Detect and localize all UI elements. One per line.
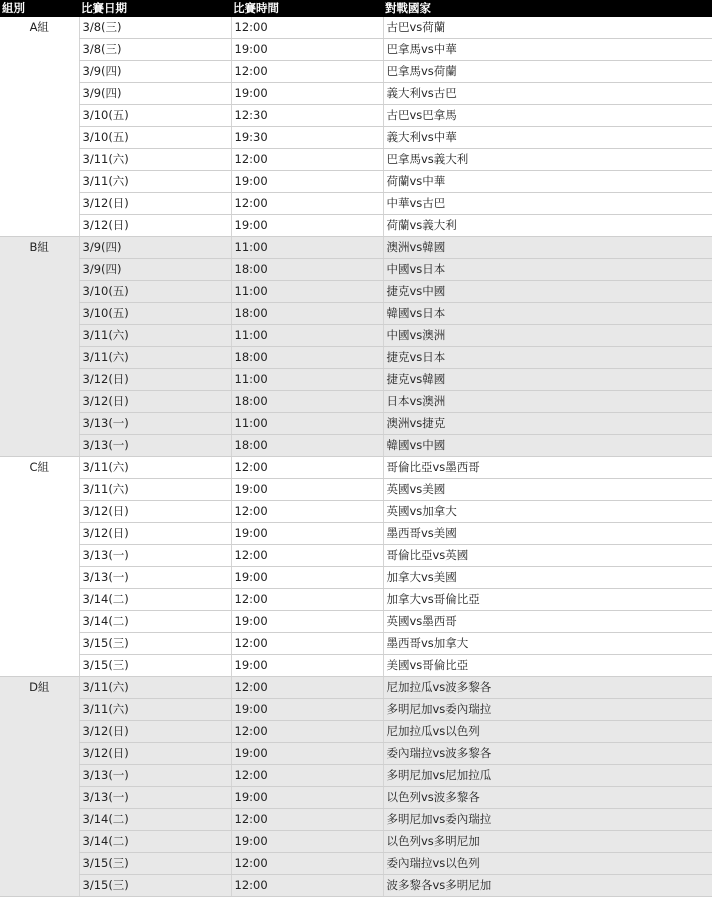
date-cell: 3/10(五)	[79, 303, 231, 325]
header-match: 對戰國家	[383, 0, 712, 17]
match-cell: 美國vs哥倫比亞	[383, 655, 712, 677]
match-cell: 捷克vs韓國	[383, 369, 712, 391]
time-cell: 12:00	[231, 61, 383, 83]
match-cell: 中華vs古巴	[383, 193, 712, 215]
time-cell: 12:00	[231, 501, 383, 523]
date-cell: 3/8(三)	[79, 17, 231, 39]
table-row	[0, 655, 712, 677]
date-cell: 3/14(二)	[79, 831, 231, 853]
time-cell: 19:30	[231, 127, 383, 149]
table-row	[0, 237, 712, 259]
match-cell: 多明尼加vs尼加拉瓜	[383, 765, 712, 787]
match-cell: 以色列vs多明尼加	[383, 831, 712, 853]
table-row	[0, 611, 712, 633]
time-cell: 19:00	[231, 655, 383, 677]
date-cell: 3/14(二)	[79, 809, 231, 831]
time-cell: 19:00	[231, 215, 383, 237]
table-row	[0, 743, 712, 765]
date-cell: 3/9(四)	[79, 237, 231, 259]
table-row	[0, 17, 712, 39]
date-cell: 3/13(一)	[79, 765, 231, 787]
table-row	[0, 545, 712, 567]
table-row	[0, 215, 712, 237]
match-cell: 古巴vs荷蘭	[383, 17, 712, 39]
time-cell: 11:00	[231, 369, 383, 391]
group-label: A組	[0, 17, 79, 237]
table-row	[0, 61, 712, 83]
header-date: 比賽日期	[79, 0, 231, 17]
match-cell: 日本vs澳洲	[383, 391, 712, 413]
date-cell: 3/10(五)	[79, 281, 231, 303]
time-cell: 11:00	[231, 237, 383, 259]
match-cell: 哥倫比亞vs英國	[383, 545, 712, 567]
match-cell: 古巴vs巴拿馬	[383, 105, 712, 127]
table-row	[0, 127, 712, 149]
time-cell: 19:00	[231, 479, 383, 501]
time-cell: 19:00	[231, 699, 383, 721]
time-cell: 19:00	[231, 83, 383, 105]
table-row	[0, 787, 712, 809]
match-cell: 荷蘭vs中華	[383, 171, 712, 193]
match-cell: 巴拿馬vs中華	[383, 39, 712, 61]
date-cell: 3/15(三)	[79, 655, 231, 677]
match-cell: 英國vs美國	[383, 479, 712, 501]
date-cell: 3/12(日)	[79, 743, 231, 765]
table-row	[0, 105, 712, 127]
time-cell: 19:00	[231, 611, 383, 633]
match-cell: 中國vs日本	[383, 259, 712, 281]
table-row	[0, 435, 712, 457]
table-row	[0, 325, 712, 347]
table-row	[0, 523, 712, 545]
match-cell: 以色列vs波多黎各	[383, 787, 712, 809]
date-cell: 3/10(五)	[79, 105, 231, 127]
date-cell: 3/11(六)	[79, 677, 231, 699]
date-cell: 3/14(二)	[79, 611, 231, 633]
table-row	[0, 391, 712, 413]
table-row	[0, 633, 712, 655]
time-cell: 18:00	[231, 435, 383, 457]
match-cell: 澳洲vs韓國	[383, 237, 712, 259]
date-cell: 3/11(六)	[79, 479, 231, 501]
table-row	[0, 303, 712, 325]
time-cell: 12:00	[231, 809, 383, 831]
time-cell: 12:00	[231, 765, 383, 787]
date-cell: 3/13(一)	[79, 545, 231, 567]
table-row	[0, 765, 712, 787]
table-row	[0, 413, 712, 435]
table-row	[0, 853, 712, 875]
match-cell: 英國vs墨西哥	[383, 611, 712, 633]
time-cell: 12:00	[231, 875, 383, 897]
match-cell: 捷克vs日本	[383, 347, 712, 369]
table-row	[0, 831, 712, 853]
date-cell: 3/11(六)	[79, 457, 231, 479]
time-cell: 12:00	[231, 853, 383, 875]
match-cell: 韓國vs中國	[383, 435, 712, 457]
time-cell: 12:00	[231, 457, 383, 479]
time-cell: 12:00	[231, 193, 383, 215]
table-row	[0, 193, 712, 215]
table-row	[0, 589, 712, 611]
table-row	[0, 721, 712, 743]
date-cell: 3/8(三)	[79, 39, 231, 61]
time-cell: 12:00	[231, 633, 383, 655]
match-cell: 巴拿馬vs荷蘭	[383, 61, 712, 83]
time-cell: 12:00	[231, 17, 383, 39]
match-cell: 多明尼加vs委內瑞拉	[383, 699, 712, 721]
date-cell: 3/11(六)	[79, 171, 231, 193]
match-cell: 澳洲vs捷克	[383, 413, 712, 435]
date-cell: 3/12(日)	[79, 501, 231, 523]
table-row	[0, 699, 712, 721]
date-cell: 3/10(五)	[79, 127, 231, 149]
match-cell: 英國vs加拿大	[383, 501, 712, 523]
time-cell: 18:00	[231, 347, 383, 369]
time-cell: 19:00	[231, 39, 383, 61]
table-row	[0, 369, 712, 391]
match-cell: 中國vs澳洲	[383, 325, 712, 347]
time-cell: 11:00	[231, 281, 383, 303]
table-row	[0, 567, 712, 589]
header-row	[0, 0, 712, 17]
match-cell: 委內瑞拉vs波多黎各	[383, 743, 712, 765]
date-cell: 3/12(日)	[79, 215, 231, 237]
time-cell: 12:30	[231, 105, 383, 127]
table-row	[0, 83, 712, 105]
group-label: B組	[0, 237, 79, 457]
time-cell: 19:00	[231, 567, 383, 589]
match-cell: 哥倫比亞vs墨西哥	[383, 457, 712, 479]
match-cell: 墨西哥vs美國	[383, 523, 712, 545]
date-cell: 3/13(一)	[79, 413, 231, 435]
date-cell: 3/13(一)	[79, 567, 231, 589]
table-header	[0, 0, 712, 17]
match-cell: 荷蘭vs義大利	[383, 215, 712, 237]
time-cell: 12:00	[231, 721, 383, 743]
table-row	[0, 259, 712, 281]
date-cell: 3/12(日)	[79, 721, 231, 743]
date-cell: 3/14(二)	[79, 589, 231, 611]
date-cell: 3/13(一)	[79, 787, 231, 809]
table-row	[0, 677, 712, 699]
table-row	[0, 457, 712, 479]
time-cell: 11:00	[231, 325, 383, 347]
table-row	[0, 809, 712, 831]
match-cell: 巴拿馬vs義大利	[383, 149, 712, 171]
table-row	[0, 875, 712, 897]
table-row	[0, 149, 712, 171]
time-cell: 19:00	[231, 743, 383, 765]
match-cell: 墨西哥vs加拿大	[383, 633, 712, 655]
match-cell: 加拿大vs美國	[383, 567, 712, 589]
date-cell: 3/12(日)	[79, 369, 231, 391]
time-cell: 11:00	[231, 413, 383, 435]
match-cell: 波多黎各vs多明尼加	[383, 875, 712, 897]
date-cell: 3/12(日)	[79, 193, 231, 215]
time-cell: 19:00	[231, 523, 383, 545]
time-cell: 18:00	[231, 391, 383, 413]
match-cell: 義大利vs古巴	[383, 83, 712, 105]
date-cell: 3/11(六)	[79, 149, 231, 171]
time-cell: 19:00	[231, 171, 383, 193]
time-cell: 12:00	[231, 589, 383, 611]
date-cell: 3/12(日)	[79, 523, 231, 545]
date-cell: 3/9(四)	[79, 83, 231, 105]
date-cell: 3/11(六)	[79, 699, 231, 721]
match-cell: 多明尼加vs委內瑞拉	[383, 809, 712, 831]
group-label: C組	[0, 457, 79, 677]
match-cell: 義大利vs中華	[383, 127, 712, 149]
time-cell: 12:00	[231, 545, 383, 567]
date-cell: 3/13(一)	[79, 435, 231, 457]
table-row	[0, 171, 712, 193]
date-cell: 3/15(三)	[79, 633, 231, 655]
match-cell: 委內瑞拉vs以色列	[383, 853, 712, 875]
time-cell: 18:00	[231, 303, 383, 325]
date-cell: 3/9(四)	[79, 259, 231, 281]
time-cell: 19:00	[231, 787, 383, 809]
date-cell: 3/11(六)	[79, 325, 231, 347]
group-label: D組	[0, 677, 79, 897]
date-cell: 3/15(三)	[79, 875, 231, 897]
date-cell: 3/12(日)	[79, 391, 231, 413]
table-row	[0, 501, 712, 523]
table-row	[0, 347, 712, 369]
time-cell: 19:00	[231, 831, 383, 853]
match-cell: 加拿大vs哥倫比亞	[383, 589, 712, 611]
match-cell: 尼加拉瓜vs波多黎各	[383, 677, 712, 699]
match-cell: 捷克vs中國	[383, 281, 712, 303]
table-body	[0, 17, 712, 897]
time-cell: 12:00	[231, 149, 383, 171]
header-time: 比賽時間	[231, 0, 383, 17]
table-row	[0, 479, 712, 501]
date-cell: 3/11(六)	[79, 347, 231, 369]
table-row	[0, 39, 712, 61]
table-row	[0, 281, 712, 303]
header-group: 組別	[0, 0, 79, 17]
match-cell: 尼加拉瓜vs以色列	[383, 721, 712, 743]
time-cell: 12:00	[231, 677, 383, 699]
match-cell: 韓國vs日本	[383, 303, 712, 325]
date-cell: 3/9(四)	[79, 61, 231, 83]
time-cell: 18:00	[231, 259, 383, 281]
date-cell: 3/15(三)	[79, 853, 231, 875]
